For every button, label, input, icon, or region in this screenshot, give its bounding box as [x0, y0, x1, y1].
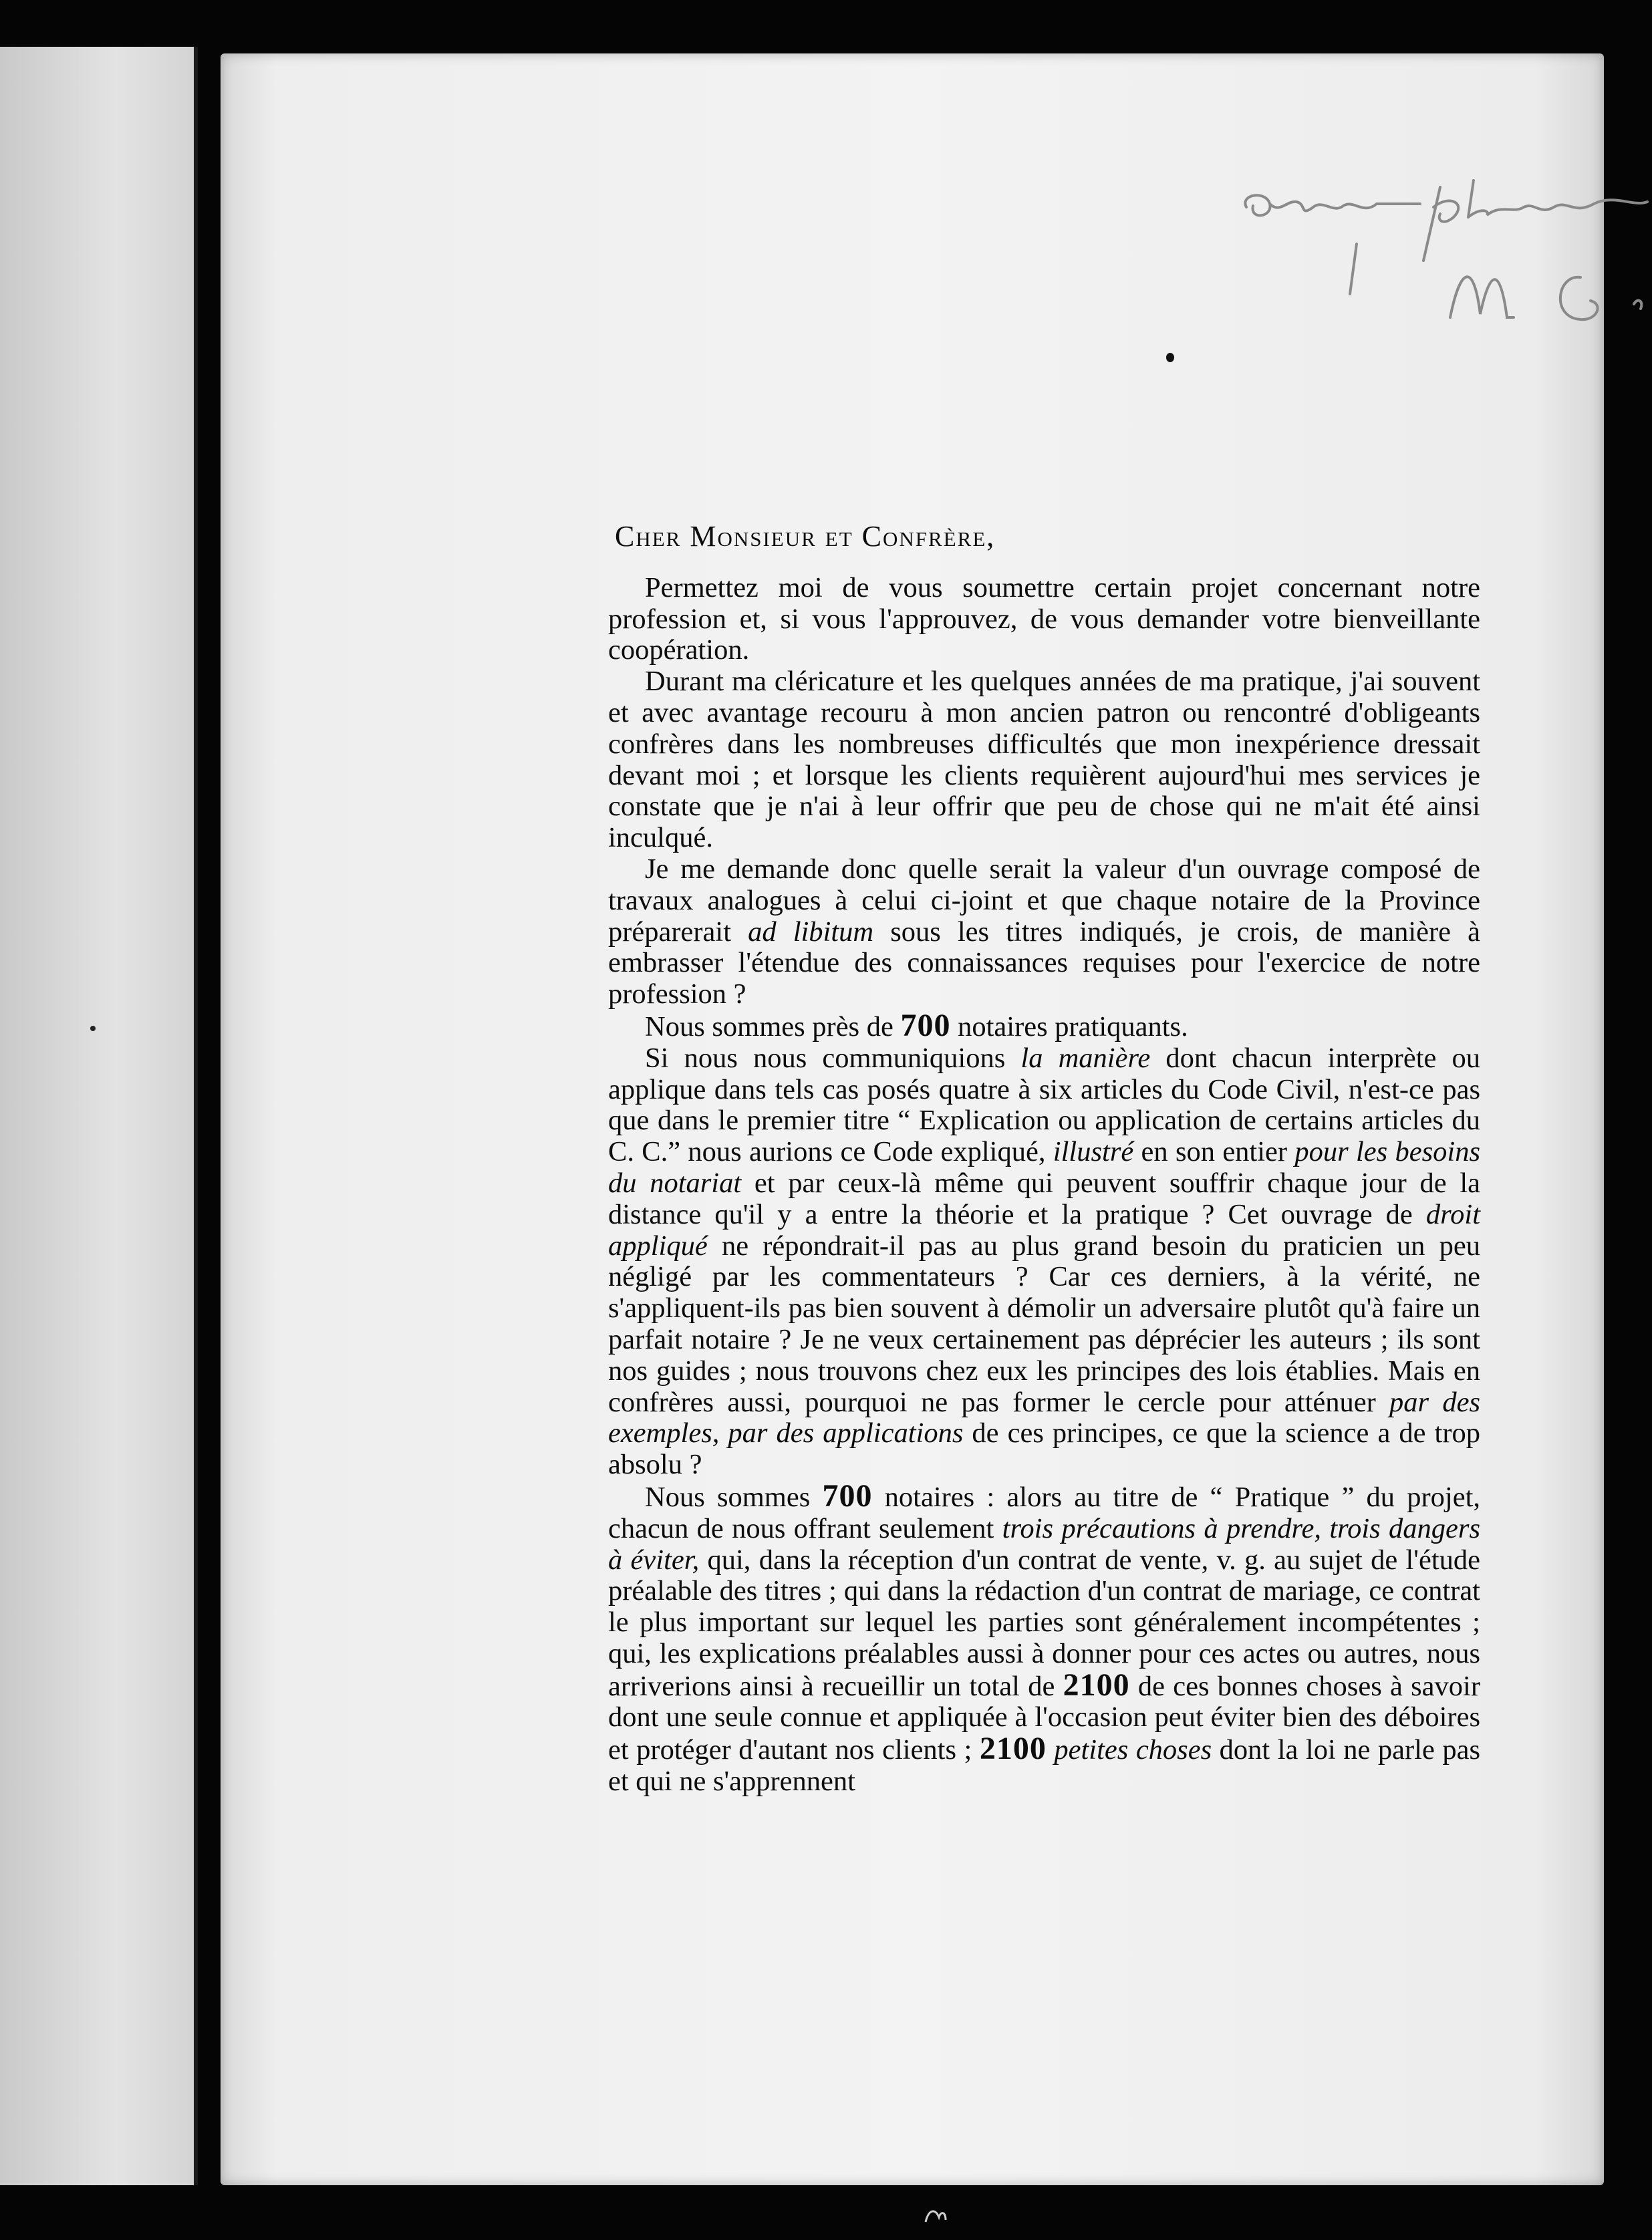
paragraph-6 — [608, 1478, 1480, 1798]
letter-body — [608, 521, 1480, 1798]
text-span: ne répondrait-il pas au plus grand besoin du praticien un peu négligé par les commentateurs ? Car ces derniers, à la vérité, ne s'appliquent-ils pas bien souvent à démolir un adversaire plutôt qu'à faire un parfait notaire ? Je ne veux certainement pas déprécier les auteurs ; ils sont nos guides ; nous trouvons chez eux les principes des lois établies. Mais en confrères aussi, pourquoi ne pas former le cercle pour atténuer — [608, 1230, 1480, 1418]
text-span: en son entier — [1133, 1136, 1295, 1168]
ink-dot — [1166, 353, 1174, 362]
text-span: dont la loi ne parle pas et qui ne s'apprennent — [608, 1734, 1480, 1798]
handwritten-signature — [1220, 167, 1652, 341]
text-span: Nous sommes près de — [645, 1010, 901, 1042]
number-highlight: 2100 — [979, 1731, 1047, 1767]
adjacent-page-edge — [0, 47, 198, 2185]
paragraph-2: Durant ma cléricature et les quelques années de ma pratique, j'ai souvent et avec avantage recouru à mon ancien patron ou rencontré d'obligeants confrères dans les nombreuses difficultés que mon inexpérience dressait devant moi ; et lorsque les clients requièrent aujourd'hui mes services je constate que je n'ai à leur offrir que peu de chose qui ne m'ait été ainsi inculqué. — [608, 666, 1480, 854]
paragraph-4 — [608, 1007, 1480, 1043]
text-span: notaires pratiquants. — [950, 1010, 1188, 1042]
number-highlight: 700 — [900, 1007, 951, 1043]
text-span: Nous sommes — [645, 1481, 823, 1513]
salutation: Cher Monsieur et Confrère, — [615, 520, 996, 553]
document-page — [221, 53, 1604, 2185]
text-span: Je me demande donc quelle serait la valeur d'un ouvrage composé de travaux analogues à celui ci-joint et que chaque notaire de la Province préparerait — [608, 853, 1480, 948]
text-span: sous les titres indiqués, je crois, de manière à embrasser l'étendue des connaissances requises pour l'exercice de notre profession ? — [608, 916, 1480, 1010]
italic-phrase: trois précautions à prendre, trois dangers à éviter, — [608, 1512, 1480, 1576]
italic-phrase: petites choses — [1054, 1734, 1212, 1766]
italic-phrase: la manière — [1020, 1042, 1151, 1074]
italic-phrase: par des exemples, par des applications — [608, 1386, 1481, 1449]
italic-phrase: ad libitum — [748, 916, 874, 948]
scan-speck — [90, 1026, 96, 1031]
text-span: dont chacun interprète ou applique dans tels cas posés quatre à six articles du Code Civil, n'est-ce pas que dans le premier titre “ Explication ou application de certains articles du C. C.” nous aurions ce Code expliqué, — [608, 1042, 1480, 1168]
scan-smudge — [922, 2205, 949, 2225]
italic-phrase: droit appliqué — [608, 1198, 1480, 1262]
text-span: de ces bonnes choses à savoir dont une seule connue et appliquée à l'occasion peut éviter bien des déboires et protéger d'autant nos clients ; — [608, 1670, 1480, 1766]
italic-phrase: illustré — [1053, 1136, 1134, 1168]
paragraph-5 — [608, 1043, 1480, 1481]
text-span: Si nous nous communiquions — [645, 1042, 1021, 1074]
number-highlight: 700 — [822, 1478, 873, 1514]
text-span: de ces principes, ce que la science a de trop absolu ? — [608, 1417, 1480, 1481]
paragraph-1: Permettez moi de vous soumettre certain projet concernant notre profession et, si vous l'approuvez, de vous demander votre bienveillante coopération. — [608, 571, 1480, 666]
text-span — [1047, 1734, 1055, 1766]
text-span: notaires : alors au titre de “ Pratique ” du projet, chacun de nous offrant seulement — [608, 1481, 1480, 1544]
number-highlight: 2100 — [1063, 1667, 1130, 1703]
text-span: qui, dans la réception d'un contrat de vente, v. g. au sujet de l'étude préalable des titres ; qui dans la rédaction d'un contrat de mariage, ce contrat le plus important sur lequel les parties sont généralement incompétentes ; qui, les explications préalables aussi à donner pour ces actes ou autres, nous arriverions ainsi à recueillir un total de — [608, 1544, 1480, 1702]
italic-phrase: pour les besoins du notariat — [608, 1136, 1480, 1199]
paragraph-3 — [608, 854, 1480, 1010]
text-span: et par ceux-là même qui peuvent souffrir chaque jour de la distance qu'il y a entre la théorie et la pratique ? Cet ouvrage de — [608, 1167, 1481, 1230]
